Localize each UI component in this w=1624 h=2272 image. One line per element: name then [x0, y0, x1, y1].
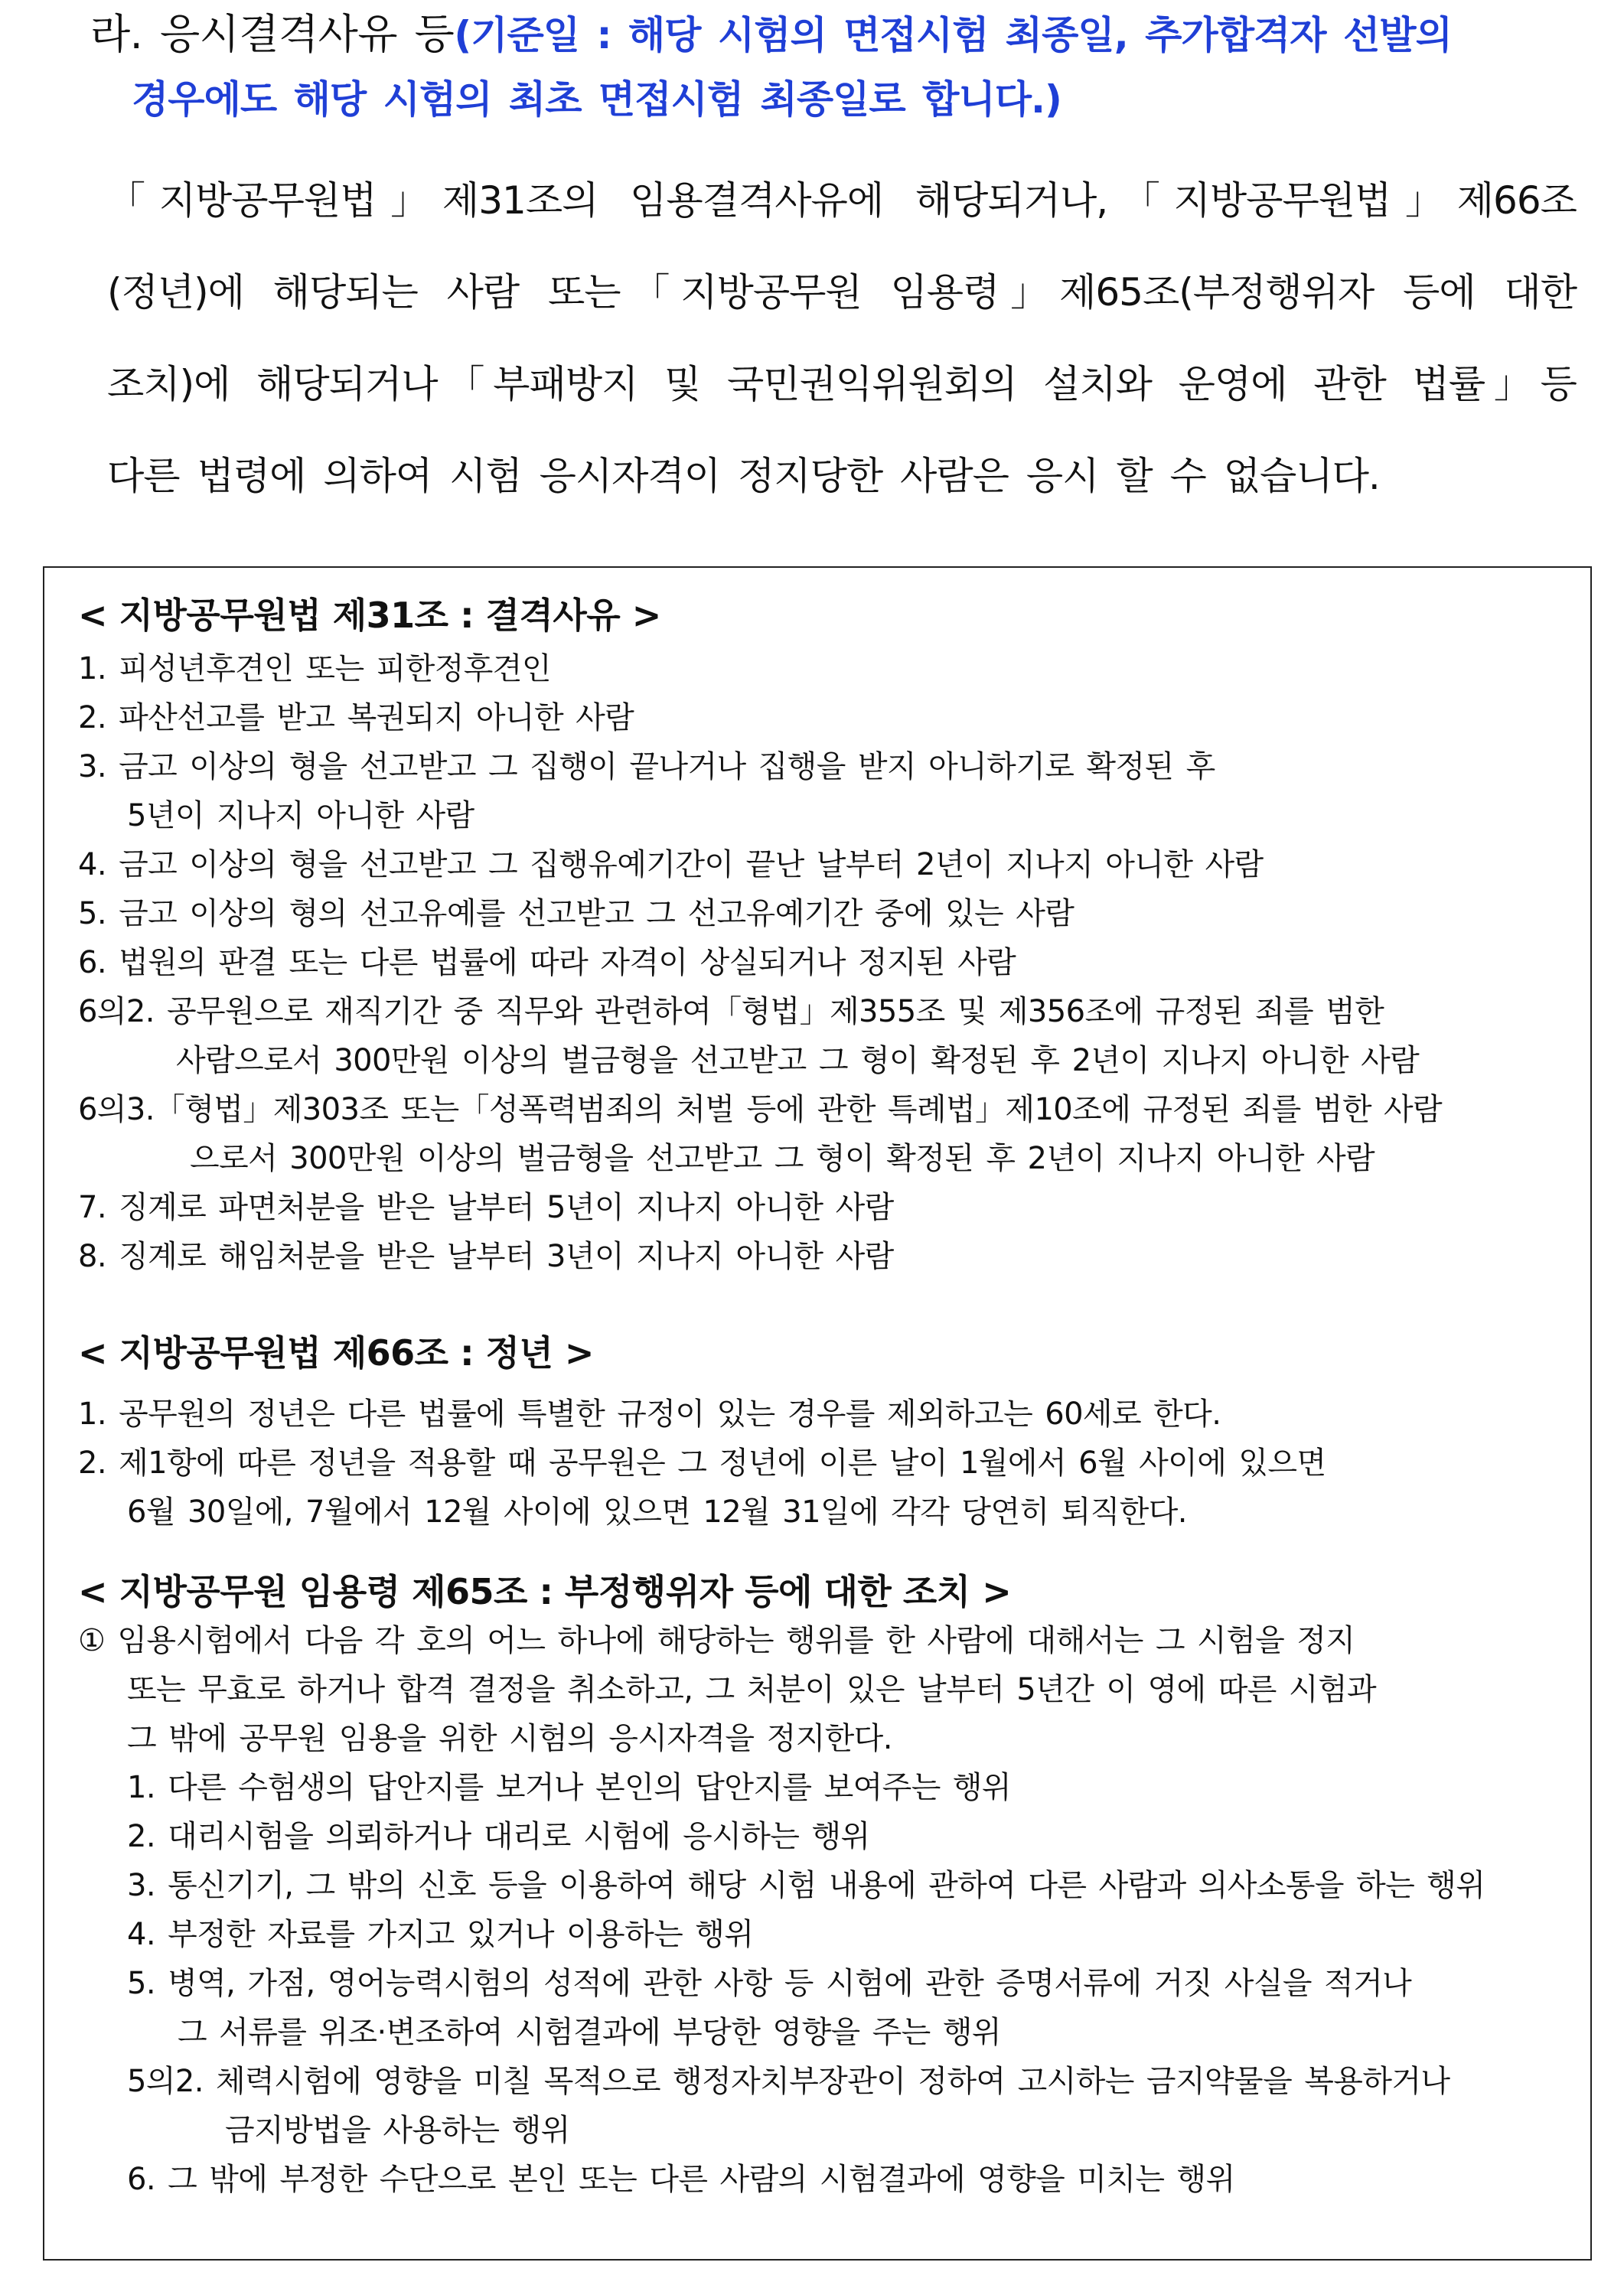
list-item: 5의2. 체력시험에 영향을 미칠 목적으로 행정자치부장관이 정하여 고시하는 금지약물을 복용하거나: [127, 2064, 1450, 2099]
list-item: 6의2. 공무원으로 재직기간 중 직무와 관련하여「형법」제355조 및 제356조에 규정된 죄를 범한: [78, 994, 1384, 1029]
heading-note-1: (기준일 : 해당 시험의 면접시험 최종일, 추가합격자 선발의: [454, 13, 1452, 57]
list-item: 7. 징계로 파면처분을 받은 날부터 5년이 지나지 아니한 사람: [78, 1190, 894, 1225]
list-item: 4. 금고 이상의 형을 선고받고 그 집행유예기간이 끝난 날부터 2년이 지나지 아니한 사람: [78, 847, 1264, 882]
legal-reference-box: [43, 566, 1592, 2261]
section-title-disqualification: < 지방공무원법 제31조 : 결격사유 >: [78, 595, 661, 636]
intro-line: 다른 법령에 의하여 시험 응시자격이 정지당한 사람은 응시 할 수 없습니다.: [107, 454, 1380, 498]
list-item: 1. 피성년후견인 또는 피한정후견인: [78, 651, 551, 686]
list-item: 1. 공무원의 정년은 다른 법률에 특별한 규정이 있는 경우를 제외하고는 60세로 한다.: [78, 1397, 1221, 1432]
disqualification-list: [78, 644, 1570, 1281]
list-item: 3. 금고 이상의 형을 선고받고 그 집행이 끝나거나 집행을 받지 아니하기로 확정된 후: [78, 749, 1215, 784]
list-item-continuation: 또는 무효로 하거나 합격 결정을 취소하고, 그 처분이 있은 날부터 5년간 이 영에 따른 시험과: [127, 1672, 1377, 1707]
intro-line: 조치)에 해당되거나「부패방지 및 국민권익위원회의 설치와 운영에 관한 법률」등: [107, 362, 1577, 406]
intro-line: 「지방공무원법」제31조의 임용결격사유에 해당되거나,「지방공무원법」제66조: [107, 178, 1577, 223]
list-item: 6. 그 밖에 부정한 수단으로 본인 또는 다른 사람의 시험결과에 영향을 미치는 행위: [127, 2162, 1235, 2197]
intro-line: (정년)에 해당되는 사람 또는「지방공무원 임용령」제65조(부정행위자 등에 대한: [107, 270, 1577, 315]
list-item: 2. 대리시험을 의뢰하거나 대리로 시험에 응시하는 행위: [127, 1819, 870, 1854]
list-item-continuation: 금지방법을 사용하는 행위: [225, 2113, 570, 2148]
list-item-continuation: 사람으로서 300만원 이상의 벌금형을 선고받고 그 형이 확정된 후 2년이 지나지 아니한 사람: [176, 1043, 1420, 1078]
section-title-misconduct: < 지방공무원 임용령 제65조 : 부정행위자 등에 대한 조치 >: [78, 1571, 1012, 1612]
heading-line-1: [90, 11, 1590, 59]
list-item: 6의3.「형법」제303조 또는「성폭력범죄의 처벌 등에 관한 특례법」제10조에 규정된 죄를 범한 사람: [78, 1092, 1443, 1127]
list-item-continuation: 그 서류를 위조·변조하여 시험결과에 부당한 영향을 주는 행위: [178, 2015, 1001, 2050]
list-item: 3. 통신기기, 그 밖의 신호 등을 이용하여 해당 시험 내용에 관하여 다른 사람과 의사소통을 하는 행위: [127, 1868, 1485, 1903]
list-item-continuation: 그 밖에 공무원 임용을 위한 시험의 응시자격을 정지한다.: [127, 1721, 892, 1756]
list-item: 5. 병역, 가점, 영어능력시험의 성적에 관한 사항 등 시험에 관한 증명서류에 거짓 사실을 적거나: [127, 1966, 1412, 2001]
section-title-retirement: < 지방공무원법 제66조 : 정년 >: [78, 1332, 594, 1374]
section-heading: [90, 11, 1590, 123]
list-item: 2. 제1항에 따른 정년을 적용할 때 공무원은 그 정년에 이른 날이 1월에서 6월 사이에 있으면: [78, 1446, 1326, 1481]
intro-paragraph: [107, 178, 1577, 545]
heading-note-2: 경우에도 해당 시험의 최초 면접시험 최종일로 합니다.): [132, 77, 1061, 122]
heading-lead: 라. 응시결격사유 등: [90, 10, 455, 58]
list-item-continuation: 6월 30일에, 7월에서 12월 사이에 있으면 12월 31일에 각각 당연히 퇴직한다.: [127, 1495, 1187, 1530]
list-item: 2. 파산선고를 받고 복권되지 아니한 사람: [78, 700, 634, 735]
retirement-list: [78, 1390, 1570, 1537]
list-item: 1. 다른 수험생의 답안지를 보거나 본인의 답안지를 보여주는 행위: [127, 1770, 1011, 1805]
list-item: 6. 법원의 판결 또는 다른 법률에 따라 자격이 상실되거나 정지된 사람: [78, 945, 1016, 980]
list-item: 8. 징계로 해임처분을 받은 날부터 3년이 지나지 아니한 사람: [78, 1239, 894, 1274]
list-item: 5. 금고 이상의 형의 선고유예를 선고받고 그 선고유예기간 중에 있는 사람: [78, 896, 1075, 931]
misconduct-list: [78, 1616, 1570, 2204]
list-item: ① 임용시험에서 다음 각 호의 어느 하나에 해당하는 행위를 한 사람에 대해서는 그 시험을 정지: [78, 1623, 1355, 1658]
list-item: 4. 부정한 자료를 가지고 있거나 이용하는 행위: [127, 1917, 754, 1952]
list-item-continuation: 5년이 지나지 아니한 사람: [127, 798, 474, 833]
list-item-continuation: 으로서 300만원 이상의 벌금형을 선고받고 그 형이 확정된 후 2년이 지나지 아니한 사람: [190, 1141, 1375, 1176]
heading-line-2: [90, 76, 1590, 123]
